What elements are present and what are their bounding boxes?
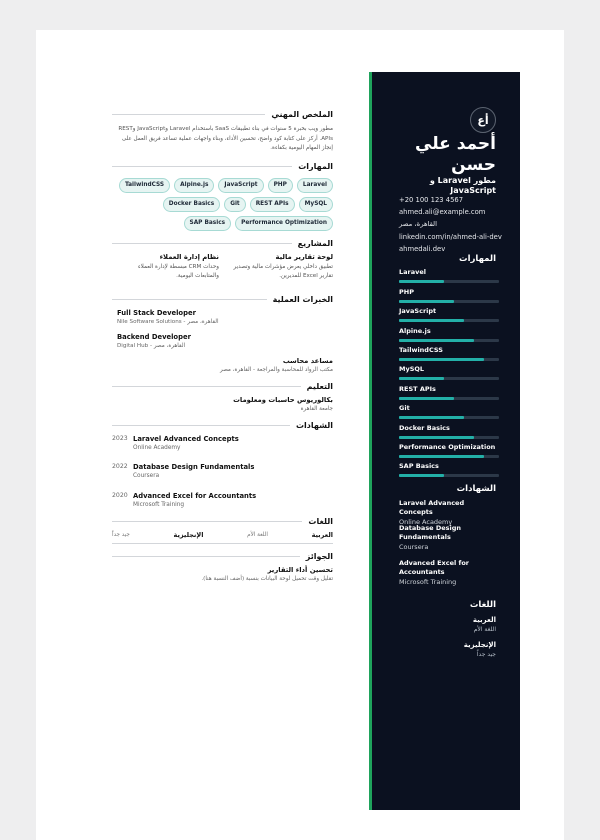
job-title: Full Stack Developer	[117, 309, 196, 317]
project-desc: تطبيق داخلي يعرض مؤشرات مالية وتصدير تقارير Excel للمديرين.	[233, 264, 333, 279]
skill-name: TailwindCSS	[399, 346, 443, 354]
section-divider	[112, 166, 292, 167]
job-location: القاهرة، مصر	[187, 319, 219, 325]
project-title: نظام إدارة العملاء	[159, 253, 219, 261]
skill-bar	[399, 455, 499, 458]
contact-phone: +20 100 123 4567	[399, 196, 464, 204]
skill-item	[399, 327, 499, 342]
project-item	[225, 253, 333, 280]
section-divider	[112, 425, 290, 426]
cert-org: Coursera	[133, 473, 160, 479]
project-title: لوحة تقارير مالية	[275, 253, 333, 261]
cert-title: Database Design Fundamentals	[133, 463, 255, 471]
degree: بكالوريوس حاسبات ومعلومات	[233, 396, 333, 404]
skill-bar	[399, 397, 499, 400]
skill-item	[399, 424, 499, 439]
profile-title: مطور Laravel و JavaScript	[429, 176, 496, 195]
job-item	[220, 357, 333, 374]
skill-chip: JavaScript	[218, 178, 263, 193]
projects-heading	[112, 239, 333, 248]
summary-text: مطور ويب بخبرة 5 سنوات في بناء تطبيقات SaaS باستخدام Laravel وJavaScript وREST APIs. أركز على كتابة كود واضح، تحسين الأداء، وبناء واجهات عملية تساعد فريق العمل على إنجاز المهام اليومية بكفاءة.	[118, 126, 333, 151]
contact-email[interactable]: ahmed.ali@example.com	[399, 208, 486, 216]
skill-bar-fill	[399, 339, 474, 342]
award-desc: تقليل وقت تحميل لوحة البيانات بنسبة (أضف النسبة هنا).	[201, 576, 333, 582]
skill-bar-fill	[399, 455, 484, 458]
skill-name: MySQL	[399, 365, 425, 373]
skill-bar	[399, 300, 499, 303]
skill-bar-fill	[399, 416, 464, 419]
section-title: المهارات	[298, 162, 333, 171]
project-desc: وحدات CRM مبسطة لإدارة العملاء والمتابعات اليومية.	[138, 264, 219, 279]
skill-chips	[112, 178, 333, 231]
avatar: أع	[470, 107, 496, 133]
skill-item	[399, 307, 499, 322]
skill-bar-fill	[399, 358, 484, 361]
summary-heading	[112, 110, 333, 119]
section-divider	[112, 521, 302, 522]
skill-item	[399, 288, 499, 303]
job-company: Digital Hub - القاهرة، مصر	[117, 343, 186, 349]
lang-name: الإنجليزية	[463, 641, 496, 649]
skill-bar-fill	[399, 397, 454, 400]
skill-chip: MySQL	[299, 197, 333, 212]
cert-year: 2020	[112, 492, 128, 499]
section-title: الملخص المهني	[271, 110, 333, 119]
cert-org: Microsoft Training	[399, 578, 457, 586]
skill-chip: Docker Basics	[163, 197, 220, 212]
skill-bar-fill	[399, 300, 454, 303]
language-row	[112, 531, 333, 539]
skill-chip: REST APIs	[250, 197, 295, 212]
sidebar-cert-item	[399, 559, 499, 587]
company-name: Digital Hub	[117, 343, 149, 349]
skill-bar	[399, 358, 499, 361]
skill-chip: PHP	[268, 178, 293, 193]
skill-bar	[399, 280, 499, 283]
lang-name: العربية	[311, 531, 333, 539]
skill-name: Docker Basics	[399, 424, 450, 432]
skill-name: Git	[399, 404, 410, 412]
award-title: تحسين أداء التقارير	[267, 566, 333, 574]
education-heading	[112, 382, 333, 391]
skill-name: Performance Optimization	[399, 443, 496, 451]
job-company: Nile Software Solutions - القاهرة، مصر	[117, 319, 219, 325]
skill-bar	[399, 436, 499, 439]
cert-title: Laravel Advanced Concepts	[399, 499, 465, 516]
cert-title: Laravel Advanced Concepts	[133, 435, 239, 443]
lang-name: العربية	[472, 616, 496, 624]
cert-title: Advanced Excel for Accountants	[133, 492, 257, 500]
skill-bar	[399, 339, 499, 342]
skill-chip: Alpine.js	[174, 178, 214, 193]
cert-item	[112, 491, 333, 509]
skill-name: JavaScript	[399, 307, 437, 315]
lang-level: اللغة الأم	[247, 532, 268, 538]
lang-level: جيد جداً	[476, 651, 496, 658]
section-title: اللغات	[308, 517, 333, 526]
contact-linkedin[interactable]: linkedin.com/in/ahmed-ali-dev	[399, 233, 502, 241]
skill-name: SAP Basics	[399, 462, 439, 470]
skills-heading	[112, 162, 333, 171]
section-divider	[112, 243, 292, 244]
skill-name: Laravel	[399, 268, 426, 276]
cert-item	[112, 462, 333, 480]
lang-level: جيد جداً	[112, 532, 130, 538]
job-item	[117, 333, 191, 350]
cert-org: Online Academy	[399, 518, 453, 526]
sidebar-skills-heading: المهارات	[459, 254, 496, 264]
skill-bar-fill	[399, 436, 474, 439]
lang-level: اللغة الأم	[473, 626, 496, 633]
cert-year: 2023	[112, 435, 128, 442]
skill-bar-fill	[399, 474, 444, 477]
section-divider	[112, 299, 267, 300]
section-divider	[112, 543, 333, 544]
skill-item	[399, 365, 499, 380]
skill-name: REST APIs	[399, 385, 436, 393]
job-location: القاهرة، مصر	[153, 343, 186, 349]
experience-heading	[112, 295, 333, 304]
company-name: Nile Software Solutions	[117, 319, 182, 325]
cert-title: Database Design Fundamentals	[399, 524, 462, 541]
skill-item	[399, 268, 499, 283]
education-item	[233, 396, 333, 413]
cert-org: Microsoft Training	[133, 502, 185, 508]
skill-item	[399, 462, 499, 477]
skill-item	[399, 385, 499, 400]
cert-org: Coursera	[399, 543, 429, 551]
cert-title: Advanced Excel for Accountants	[399, 559, 469, 576]
sidebar-cert-item	[399, 524, 499, 552]
section-title: الشهادات	[295, 421, 333, 430]
skill-bar-fill	[399, 377, 444, 380]
profile-name: أحمد علي حسن	[415, 134, 496, 175]
section-divider	[112, 386, 301, 387]
skill-item	[399, 346, 499, 361]
job-title: مساعد محاسب	[282, 357, 333, 365]
job-item	[117, 309, 219, 326]
cert-org: Online Academy	[133, 445, 181, 451]
sidebar-langs-heading: اللغات	[469, 600, 496, 610]
skill-chip: Performance Optimization	[235, 216, 333, 231]
skill-chip: Laravel	[297, 178, 333, 193]
lang-name: الإنجليزية	[173, 531, 204, 539]
awards-heading	[112, 552, 333, 561]
skill-bar	[399, 319, 499, 322]
skill-bar-fill	[399, 280, 444, 283]
contact-website[interactable]: ahmedali.dev	[399, 245, 446, 253]
skill-chip: SAP Basics	[184, 216, 232, 231]
skill-item	[399, 404, 499, 419]
sidebar-lang-item	[473, 615, 496, 634]
project-item	[119, 253, 219, 280]
sidebar-cert-item	[399, 499, 499, 527]
languages-heading	[112, 517, 333, 526]
skill-name: Alpine.js	[399, 327, 431, 335]
section-title: الخبرات العملية	[272, 295, 333, 304]
section-divider	[112, 114, 265, 115]
section-title: التعليم	[306, 382, 333, 391]
skill-item	[399, 443, 499, 458]
cert-year: 2022	[112, 463, 128, 470]
skill-bar	[399, 416, 499, 419]
section-title: الجوائز	[305, 552, 333, 561]
skill-bar-fill	[399, 319, 464, 322]
contact-location: القاهرة، مصر	[399, 220, 438, 228]
job-title: Backend Developer	[117, 333, 191, 341]
skill-chip: TailwindCSS	[119, 178, 170, 193]
sidebar-lang-item	[464, 640, 496, 659]
skill-bar	[399, 377, 499, 380]
skill-name: PHP	[399, 288, 414, 296]
cert-item	[112, 434, 333, 452]
award-item	[201, 566, 333, 583]
skill-chip: Git	[224, 197, 246, 212]
job-company: مكتب الرواد للمحاسبة والمراجعة - القاهرة، مصر	[219, 367, 333, 373]
school: جامعة القاهرة	[300, 406, 333, 412]
section-title: المشاريع	[297, 239, 333, 248]
sidebar	[369, 72, 520, 810]
section-divider	[112, 556, 300, 557]
sidebar-certs-heading: الشهادات	[456, 484, 496, 494]
skill-bar	[399, 474, 499, 477]
certs-heading	[112, 421, 333, 430]
